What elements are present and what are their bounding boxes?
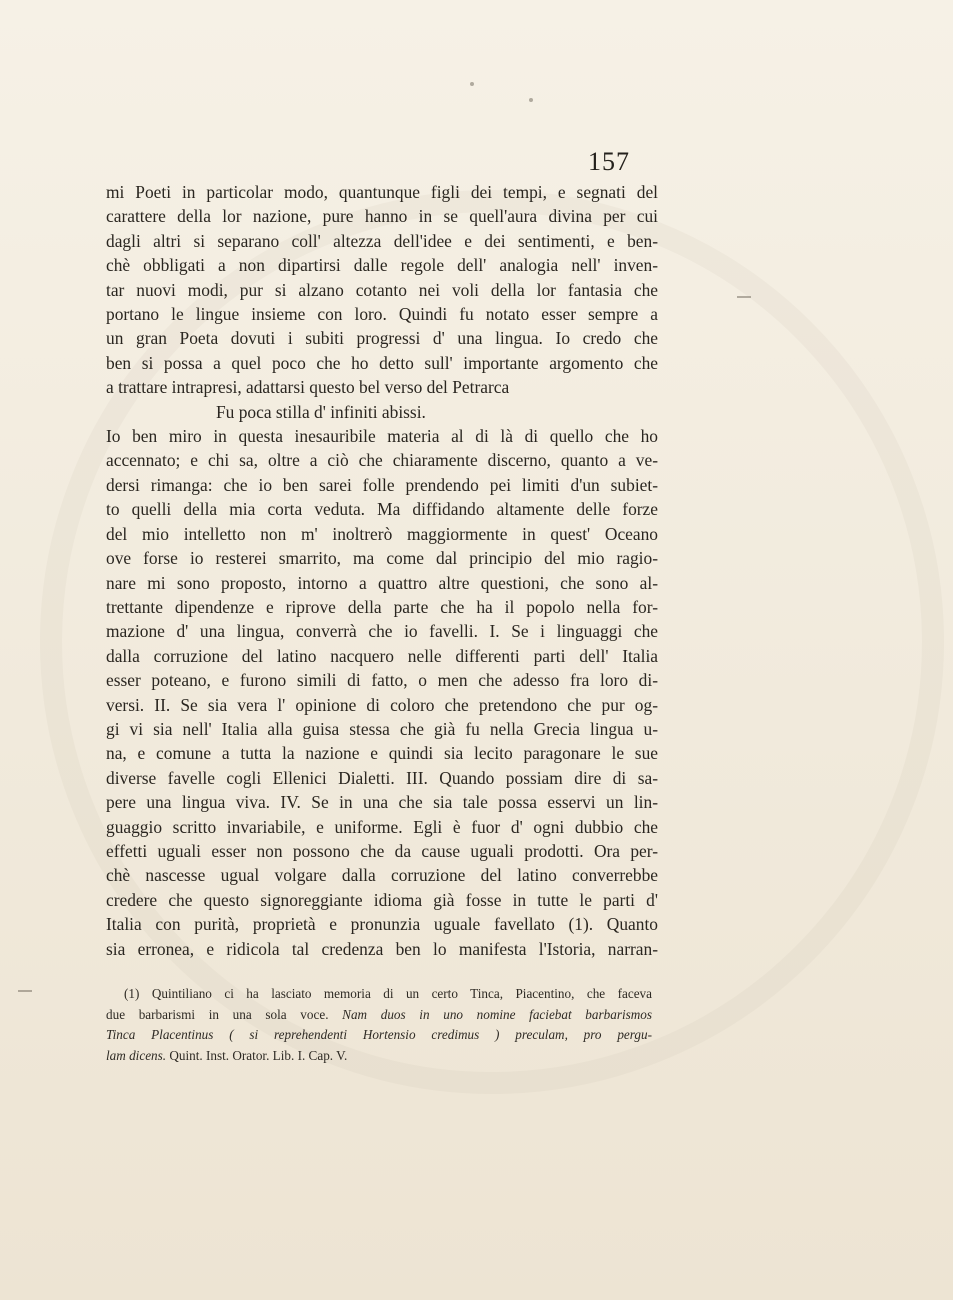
text-line: sia erronea, e ridicola tal credenza ben lo manifesta l'Istoria, narran- [106, 938, 658, 959]
text-line: Io ben miro in questa inesauribile materia al di là di quello che ho [106, 426, 658, 447]
footnote-line [106, 1046, 652, 1067]
text-line: del mio intelletto non m' inoltrerò maggiormente in quest' Oceano [106, 523, 658, 544]
main-text [106, 180, 658, 961]
text-line: dagli altri si separano coll' altezza dell'idee e dei sentimenti, e ben- [106, 230, 658, 251]
footnote [106, 984, 652, 1066]
text-line: tar nuovi modi, pur si alzano cotanto nei voli della lor fantasia che [106, 279, 658, 300]
text-line: credere che questo signoreggiante idioma già fosse in tutte le parti d' [106, 889, 658, 910]
latin-quote: Nam duos in uno nomine faciebat barbarismos [342, 1006, 652, 1022]
ink-mark [18, 990, 32, 992]
text-line: na, e comune a tutta la nazione e quindi sia lecito paragonare le sue [106, 743, 658, 764]
text-line: ove forse io resterei smarrito, ma come dal principio del mio ragio- [106, 548, 658, 569]
text-line: portano le lingue insieme con loro. Quindi fu notato esser sempre a [106, 304, 658, 325]
text-line: mi Poeti in particolar modo, quantunque figli dei tempi, e segnati del [106, 182, 658, 202]
text-line: dersi rimanga: che io ben sarei folle prendendo pei limiti d'un subiet- [106, 474, 658, 495]
text-line: dalla corruzione del latino nacquero nelle differenti parti dell' Italia [106, 645, 658, 666]
text-line: pere una lingua viva. IV. Se in una che sia tale possa esservi un lin- [106, 792, 658, 813]
footnote-line: (1) Quintiliano ci ha lasciato memoria di un certo Tinca, Piacentino, che faceva [124, 986, 652, 1001]
page-number: 157 [588, 147, 630, 176]
latin-quote: lam dicens. [106, 1047, 167, 1063]
text-line: ben si possa a quel poco che ho detto sull' importante argomento che [106, 352, 658, 373]
footnote-text: due barbarismi in una sola voce. [106, 1006, 343, 1022]
text-line: a trattare intrapresi, adattarsi questo bel verso del Petrarca [106, 377, 510, 398]
text-line: guaggio scritto invariabile, e uniforme. Egli è fuor d' ogni dubbio che [106, 816, 658, 837]
text-line: un gran Poeta dovuti i subiti progressi d' una lingua. Io credo che [106, 328, 658, 349]
text-line: esser poteano, e furono simili di fatto, o men che adesso fra loro di- [106, 670, 658, 691]
ink-speck [529, 98, 533, 102]
text-line: diverse favelle cogli Ellenici Dialetti. III. Quando possiam dire di sa- [106, 767, 658, 788]
text-line: versi. II. Se sia vera l' opinione di coloro che pretendono che pur og- [106, 694, 658, 715]
ink-speck [470, 82, 474, 86]
text-line: Italia con purità, proprietà e pronunzia uguale favellato (1). Quanto [106, 914, 658, 935]
quoted-verse: Fu poca stilla d' infiniti abissi. [216, 401, 426, 422]
text-line: trettante dipendenze e riprove della parte che ha il popolo nella for- [106, 596, 658, 617]
text-line: to quelli della mia corta veduta. Ma diffidando altamente delle forze [106, 499, 658, 520]
footnote-line [106, 1005, 652, 1026]
citation: Quint. Inst. Orator. Lib. I. Cap. V. [166, 1047, 348, 1063]
text-line: chè obbligati a non dipartirsi dalle regole dell' analogia nell' inven- [106, 255, 658, 276]
text-line: effetti uguali esser non possono che da cause uguali prodotti. Ora per- [106, 840, 658, 861]
text-line: chè nascesse ugual volgare dalla corruzione del latino converrebbe [106, 865, 658, 886]
text-line: accennato; e chi sa, oltre a ciò che chiaramente discerno, quanto a ve- [106, 450, 658, 471]
ink-mark [737, 296, 751, 298]
text-line: nare mi sono proposto, intorno a quattro altre questioni, che sono al- [106, 572, 658, 593]
text-line: mazione d' una lingua, converrà che io favelli. I. Se i linguaggi che [106, 621, 658, 642]
text-line: gi vi sia nell' Italia alla guisa stessa che già fu nella Grecia lingua u- [106, 718, 658, 739]
text-line: carattere della lor nazione, pure hanno in se quell'aura divina per cui [106, 206, 658, 227]
latin-quote: Tinca Placentinus ( si reprehendenti Hortensio credimus ) preculam, pro pergu- [106, 1027, 652, 1043]
